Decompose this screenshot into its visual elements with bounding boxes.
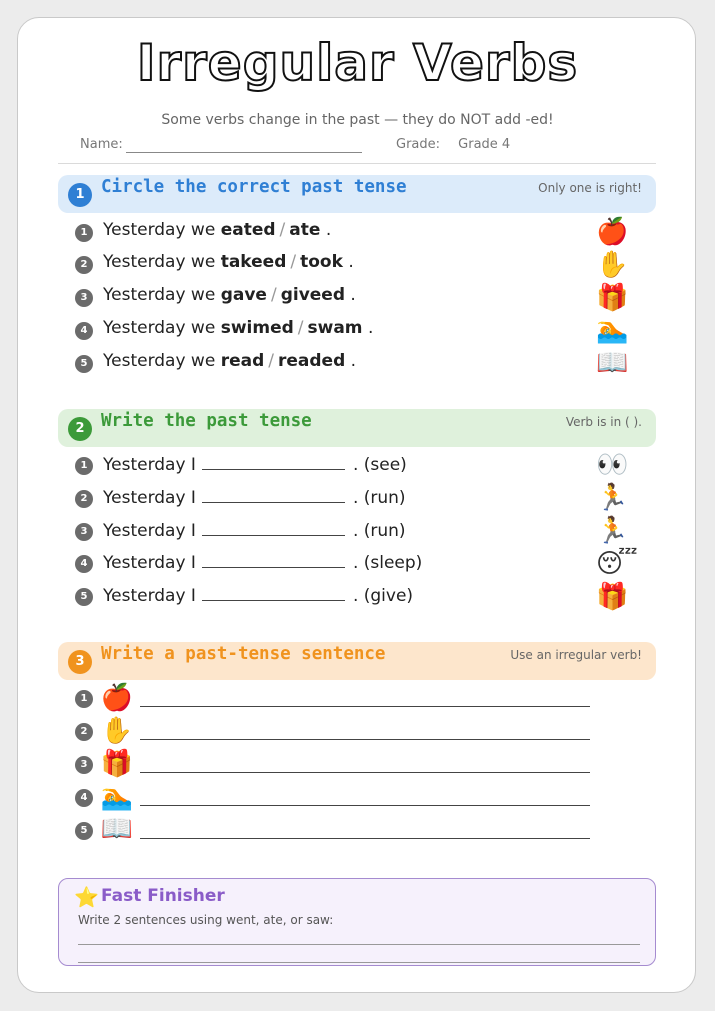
answer-blank[interactable] xyxy=(202,486,345,503)
answer-blank[interactable] xyxy=(202,519,345,536)
section-1-banner xyxy=(58,175,656,213)
verb-hint: . (run) xyxy=(352,488,406,508)
sentence-line[interactable] xyxy=(140,706,590,707)
item-prefix: Yesterday we xyxy=(103,252,216,272)
option-separator: / xyxy=(297,318,304,338)
grade-row xyxy=(396,137,510,152)
sentence-line[interactable] xyxy=(140,838,590,839)
swimmer-icon: 🏊 xyxy=(596,315,629,345)
raised-hand-icon: ✋ xyxy=(100,716,134,746)
item-prefix: Yesterday I xyxy=(103,455,196,475)
fast-finisher-box xyxy=(58,878,656,966)
gift-icon: 🎁 xyxy=(596,582,629,612)
gift-icon: 🎁 xyxy=(596,283,629,313)
item-end: . xyxy=(325,220,332,240)
fast-finisher-instruction: Write 2 sentences using went, ate, or saw: xyxy=(78,913,334,927)
item-number: 5 xyxy=(75,822,93,840)
section-2-banner xyxy=(58,409,656,447)
finisher-line[interactable] xyxy=(78,962,640,963)
item-number: 4 xyxy=(75,322,93,340)
swimmer-icon: 🏊 xyxy=(100,782,134,812)
section-3-number: 3 xyxy=(68,650,92,674)
section-1-heading: Circle the correct past tense xyxy=(101,177,407,197)
item-number: 3 xyxy=(75,289,93,307)
item-prefix: Yesterday I xyxy=(103,521,196,541)
verb-hint: . (sleep) xyxy=(352,553,423,573)
star-icon: ⭐ xyxy=(74,885,99,909)
item-number: 5 xyxy=(75,355,93,373)
runner-icon: 🏃 xyxy=(596,516,629,546)
sentence-line[interactable] xyxy=(140,772,590,773)
option-a[interactable]: read xyxy=(220,351,265,371)
section-1-number: 1 xyxy=(68,183,92,207)
answer-blank[interactable] xyxy=(202,453,345,470)
item-prefix: Yesterday we xyxy=(103,285,216,305)
open-book-icon: 📖 xyxy=(100,814,134,844)
item-number: 5 xyxy=(75,588,93,606)
verb-hint: . (give) xyxy=(352,586,414,606)
item-end: . xyxy=(367,318,374,338)
section-2-hint: Verb is in ( ). xyxy=(565,415,642,429)
item-prefix: Yesterday we xyxy=(103,318,216,338)
apple-icon: 🍎 xyxy=(596,217,629,247)
section-2-number: 2 xyxy=(68,417,92,441)
gift-icon: 🎁 xyxy=(100,749,134,779)
section-1-hint: Only one is right! xyxy=(538,181,642,195)
item-prefix: Yesterday we xyxy=(103,351,216,371)
raised-hand-icon: ✋ xyxy=(596,250,629,280)
item-number: 1 xyxy=(75,690,93,708)
item-number: 2 xyxy=(75,723,93,741)
name-label: Name: xyxy=(80,137,123,152)
sentence-line[interactable] xyxy=(140,805,590,806)
item-end: . xyxy=(348,252,354,272)
option-a[interactable]: eated xyxy=(220,220,276,240)
option-a[interactable]: swimed xyxy=(220,318,294,338)
option-a[interactable]: takeed xyxy=(220,252,287,272)
answer-blank[interactable] xyxy=(202,551,345,568)
apple-icon: 🍎 xyxy=(100,683,134,713)
header-divider xyxy=(58,163,656,164)
item-end: . xyxy=(350,285,356,305)
section-3-heading: Write a past-tense sentence xyxy=(101,644,386,664)
item-number: 4 xyxy=(75,789,93,807)
option-separator: / xyxy=(279,220,286,240)
option-b[interactable]: swam xyxy=(307,318,363,338)
worksheet-subtitle: Some verbs change in the past — they do NOT add -ed! xyxy=(161,112,554,128)
item-number: 4 xyxy=(75,555,93,573)
item-prefix: Yesterday I xyxy=(103,586,196,606)
section-3-banner xyxy=(58,642,656,680)
option-separator: / xyxy=(270,285,277,305)
runner-icon: 🏃 xyxy=(596,483,629,513)
option-b[interactable]: ate xyxy=(289,220,321,240)
section-3-hint: Use an irregular verb! xyxy=(510,648,642,662)
item-number: 3 xyxy=(75,523,93,541)
option-a[interactable]: gave xyxy=(220,285,267,305)
item-number: 2 xyxy=(75,256,93,274)
item-end: . xyxy=(350,351,357,371)
open-book-icon: 📖 xyxy=(596,348,629,378)
sentence-line[interactable] xyxy=(140,739,590,740)
item-number: 1 xyxy=(75,224,93,242)
verb-hint: . (see) xyxy=(352,455,407,475)
sleeping-face-icon: 😴 xyxy=(596,549,638,579)
option-separator: / xyxy=(290,252,297,272)
item-number: 2 xyxy=(75,490,93,508)
name-field[interactable] xyxy=(126,152,362,153)
answer-blank[interactable] xyxy=(202,584,345,601)
eyes-icon: 👀 xyxy=(596,450,629,480)
grade-value: Grade 4 xyxy=(458,137,511,152)
item-number: 3 xyxy=(75,756,93,774)
item-prefix: Yesterday I xyxy=(103,488,196,508)
item-prefix: Yesterday I xyxy=(103,553,196,573)
item-number: 1 xyxy=(75,457,93,475)
option-b[interactable]: took xyxy=(300,252,343,272)
option-b[interactable]: giveed xyxy=(280,285,346,305)
verb-hint: . (run) xyxy=(352,521,406,541)
section-2-heading: Write the past tense xyxy=(101,411,312,431)
grade-label: Grade: xyxy=(396,137,441,152)
item-prefix: Yesterday we xyxy=(103,220,216,240)
worksheet-title: Irregular Verbs xyxy=(136,34,579,92)
option-separator: / xyxy=(268,351,274,371)
option-b[interactable]: readed xyxy=(278,351,346,371)
finisher-line[interactable] xyxy=(78,944,640,945)
fast-finisher-title: Fast Finisher xyxy=(101,886,225,906)
